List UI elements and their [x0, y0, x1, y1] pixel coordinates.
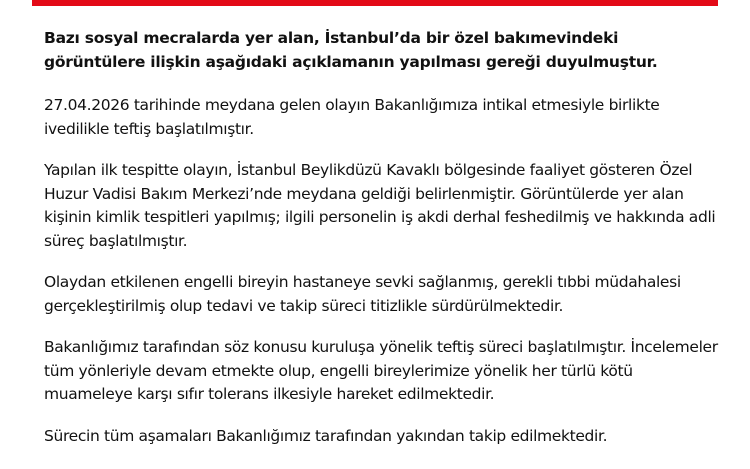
statement-paragraph-5: Sürecin tüm aşamaları Bakanlığımız tarafından yakından takip edilmektedir.	[44, 426, 608, 445]
statement-paragraph-2: Yapılan ilk tespitte olayın, İstanbul Beylikdüzü Kavaklı bölgesinde faaliyet gösteren Özel Huzur Vadisi Bakım Merkezi’nde meydana geldiği belirlenmiştir. Görüntülerde yer alan kişinin kimlik tespitleri yapılmış; ilgili personelin iş akdi derhal feshedilmiş ve hakkında adli süreç başlatılmıştır.	[44, 161, 716, 250]
top-accent-rule	[32, 0, 718, 6]
statement-paragraph-1: 27.04.2026 tarihinde meydana gelen olayın Bakanlığımıza intikal etmesiyle birlikte ivedilikle teftiş başlatılmıştır.	[44, 96, 660, 138]
statement-lead: Bazı sosyal mecralarda yer alan, İstanbul’da bir özel bakımevindeki görüntülere ilişkin aşağıdaki açıklamanın yapılması gereği duyulmuştur.	[44, 29, 658, 71]
statement-paragraph-4: Bakanlığımız tarafından söz konusu kuruluşa yönelik teftiş süreci başlatılmıştır. İncelemeler tüm yönleriyle devam etmekte olup, engelli bireylerimize yönelik her türlü kötü muameleye karşı sıfır tolerans ilkesiyle hareket edilmektedir.	[44, 338, 718, 403]
statement-paragraph-3: Olaydan etkilenen engelli bireyin hastaneye sevki sağlanmış, gerekli tıbbi müdahalesi gerçekleştirilmiş olup tedavi ve takip süreci titizlikle sürdürülmektedir.	[44, 273, 681, 315]
press-statement	[44, 26, 720, 448]
